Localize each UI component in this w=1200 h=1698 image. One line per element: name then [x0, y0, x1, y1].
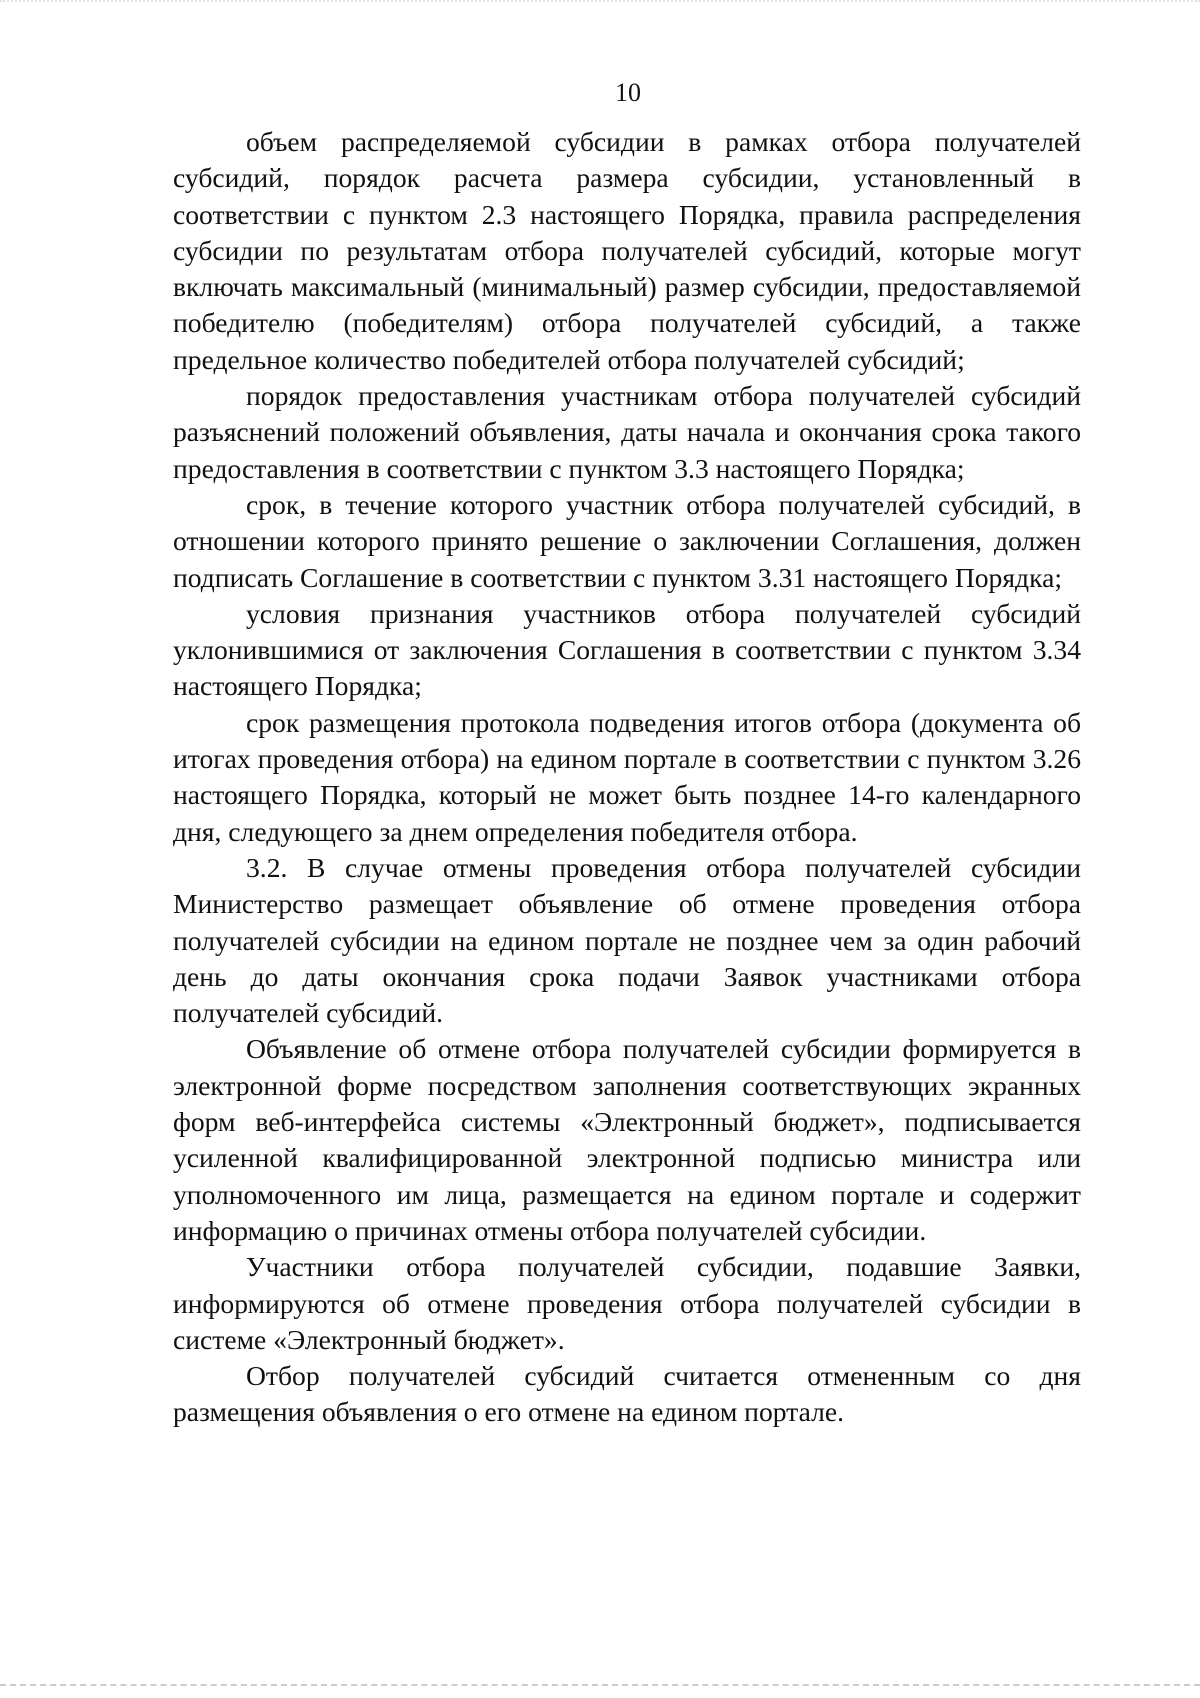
page-number: 10: [615, 78, 641, 107]
scan-edge-bottom: [0, 1684, 1200, 1686]
paragraph: порядок предоставления участникам отбора получателей субсидий разъяснений положений объявления, даты начала и окончания срока такого предоставления в соответствии с пунктом 3.3 настоящего Порядка;: [173, 380, 1081, 484]
paragraph: срок размещения протокола подведения итогов отбора (документа об итогах проведения отбора) на едином портале в соответствии с пунктом 3.26 настоящего Порядка, который не может быть позднее 14-го календарного дня, следующего за днем определения победителя отбора.: [173, 706, 1081, 847]
paragraph: Объявление об отмене отбора получателей субсидии формируется в электронной форме посредством заполнения соответствующих экранных форм веб-интерфейса системы «Электронный бюджет», подписывается усиленной квалифицированной электронной подписью министра или уполномоченного им лица, размещается на едином портале и содержит информацию о причинах отмены отбора получателей субсидии.: [173, 1033, 1081, 1246]
paragraph: 3.2. В случае отмены проведения отбора получателей субсидии Министерство размещает объявление об отмене проведения отбора получателей субсидии на едином портале не позднее чем за один рабочий день до даты окончания срока подачи Заявок участниками отбора получателей субсидий.: [173, 851, 1081, 1029]
document-body: [173, 124, 1081, 1431]
paragraph: условия признания участников отбора получателей субсидий уклонившимися от заключения Соглашения в соответствии с пунктом 3.34 настоящего Порядка;: [173, 597, 1081, 702]
paragraph: Участники отбора получателей субсидии, подавшие Заявки, информируются об отмене проведения отбора получателей субсидии в системе «Электронный бюджет».: [173, 1251, 1081, 1355]
paragraph: Отбор получателей субсидий считается отмененным со дня размещения объявления о его отмене на едином портале.: [173, 1360, 1081, 1428]
paragraph: объем распределяемой субсидии в рамках отбора получателей субсидий, порядок расчета размера субсидии, установленный в соответствии с пунктом 2.3 настоящего Порядка, правила распределения субсидии по результатам отбора получателей субсидий, которые могут включать максимальный (минимальный) размер субсидии, предоставляемой победителю (победителям) отбора получателей субсидий, а также предельное количество победителей отбора получателей субсидий;: [173, 126, 1081, 375]
paragraph: срок, в течение которого участник отбора получателей субсидий, в отношении которого принято решение о заключении Соглашения, должен подписать Соглашение в соответствии с пунктом 3.31 настоящего Порядка;: [173, 488, 1081, 593]
scan-edge-top: [0, 0, 1200, 2]
